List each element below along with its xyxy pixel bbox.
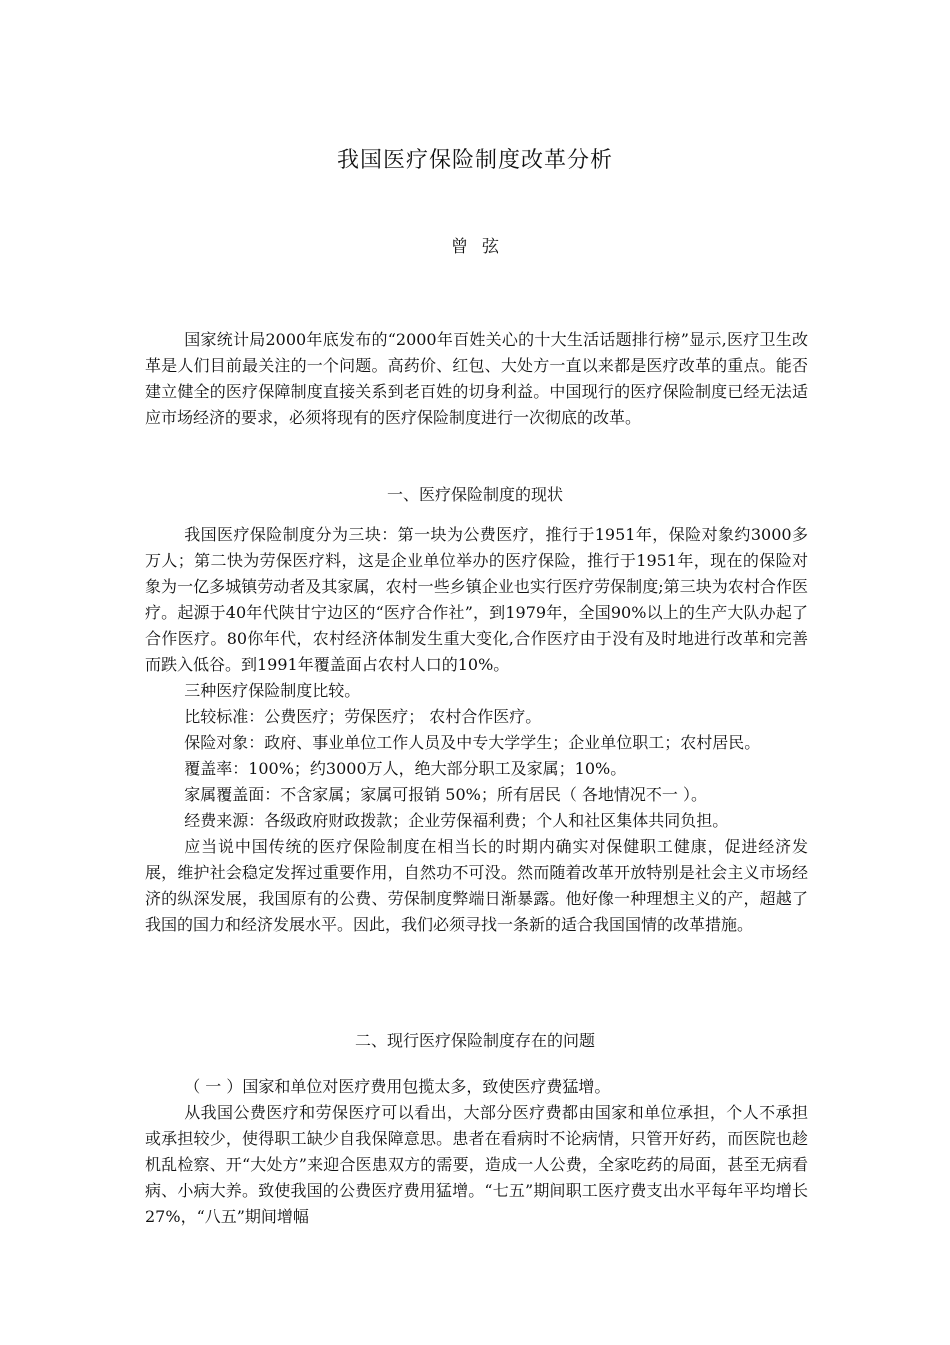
- document-title: 我国医疗保险制度改革分析: [336, 148, 613, 173]
- section-1-paragraph: 保险对象：政府、事业单位工作人员及中专大学学生；企业单位职工；农村居民。: [184, 733, 761, 752]
- section-1-paragraph: 我国医疗保险制度分为三块：第一块为公费医疗，推行于1951年，保险对象约3000多万人；第二快为劳保医疗料，这是企业单位举办的医疗保险，推行于1951年，现在的保险对象为一亿多城镇劳动者及其家属，农村一些乡镇企业也实行医疗劳保制度;第三块为农村合作医疗。起源于40年代陕甘宁边区的“医疗合作社”，到1979年，全国90%以上的生产大队办起了合作医疗。80你年代，农村经济体制发生重大变化,合作医疗由于没有及时地进行改革和完善而跌入低谷。到1991年覆盖面占农村人口的10%。: [145, 525, 808, 674]
- section-2-paragraph: 从我国公费医疗和劳保医疗可以看出，大部分医疗费都由国家和单位承担，个人不承担或承担较少，使得职工缺少自我保障意思。患者在看病时不论病情，只管开好药，而医院也趁机乱检察、开“大处方”来迎合医患双方的需要，造成一人公费，全家吃药的局面，甚至无病看病、小病大养。致使我国的公费医疗费用猛增。“七五”期间职工医疗费支出水平每年平均增长27%，“八五”期间增幅: [145, 1103, 808, 1226]
- section-1-paragraph: 家属覆盖面：不含家属；家属可报销 50%；所有居民（ 各地情况不一 ）。: [184, 785, 708, 804]
- section-1-paragraph: 经费来源：各级政府财政拨款；企业劳保福利费；个人和社区集体共同负担。: [184, 811, 729, 830]
- section-2-paragraph: （ 一 ）国家和单位对医疗费用包揽太多，致使医疗费猛增。: [184, 1077, 611, 1096]
- section-1-paragraph: 三种医疗保险制度比较。: [184, 681, 361, 700]
- section-heading-2: 二、现行医疗保险制度存在的问题: [354, 1031, 595, 1050]
- section-2-body: [145, 1074, 808, 1230]
- document-author: 曾弦: [451, 237, 513, 257]
- section-1-paragraph: 应当说中国传统的医疗保险制度在相当长的时期内确实对保健职工健康，促进经济发展，维护社会稳定发挥过重要作用，自然功不可没。然而随着改革开放特别是社会主义市场经济的纵深发展，我国原有的公费、劳保制度弊端日渐暴露。他好像一种理想主义的产，超越了我国的国力和经济发展水平。因此，我们必须寻找一条新的适合我国国情的改革措施。: [145, 837, 808, 934]
- section-1-body: [145, 522, 808, 938]
- intro-block: [145, 327, 808, 431]
- intro-paragraph: 国家统计局2000年底发布的“2000年百姓关心的十大生活话题排行榜”显示,医疗卫生改革是人们目前最关注的一个问题。高药价、红包、大处方一直以来都是医疗改革的重点。能否建立健全的医疗保障制度直接关系到老百姓的切身利益。中国现行的医疗保险制度已经无法适应市场经济的要求，必须将现有的医疗保险制度进行一次彻底的改革。: [145, 330, 808, 427]
- section-1-paragraph: 比较标准：公费医疗；劳保医疗； 农村合作医疗。: [184, 707, 542, 726]
- section-heading-1: 一、医疗保险制度的现状: [386, 485, 563, 504]
- section-1-paragraph: 覆盖率：100%；约3000万人，绝大部分职工及家属；10%。: [184, 759, 627, 778]
